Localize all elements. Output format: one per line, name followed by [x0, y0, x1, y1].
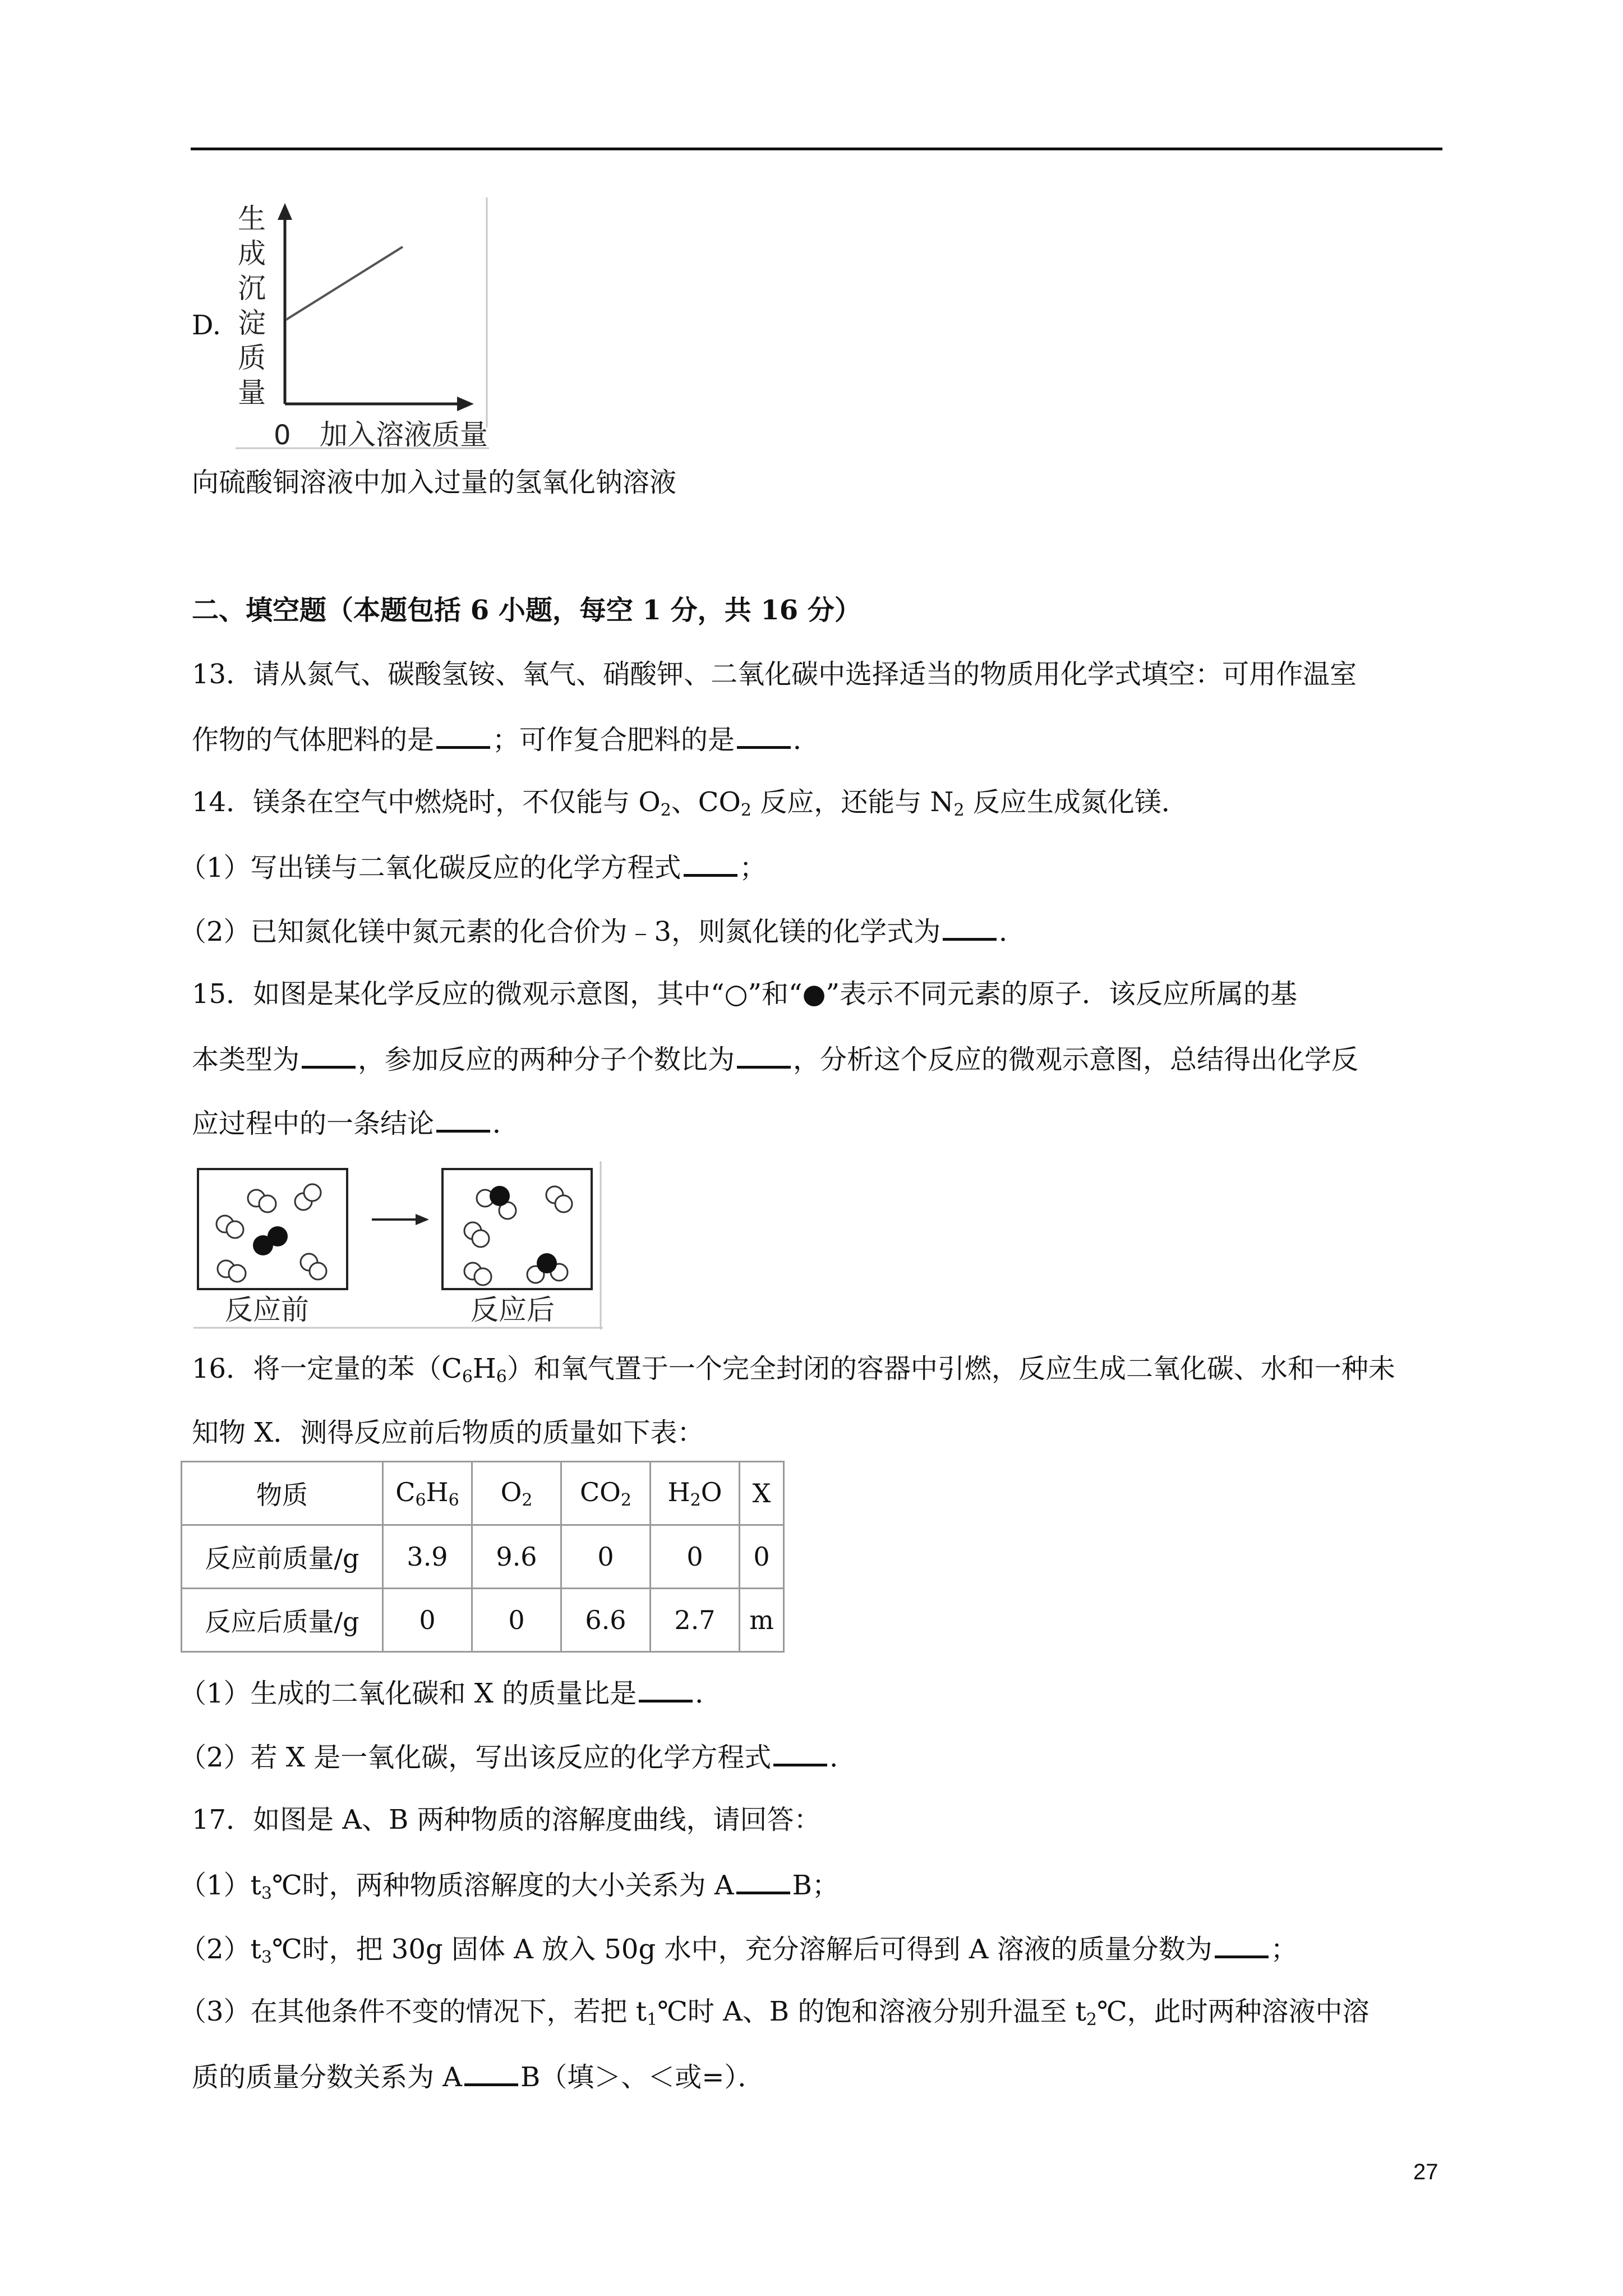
q16-part2	[179, 1739, 856, 1774]
option-d-origin: 0	[274, 420, 291, 450]
q17-p1-text-c: B；	[792, 1870, 839, 1901]
q16-p2-end: ．	[829, 1742, 857, 1773]
table-header-label: 物质	[182, 1462, 383, 1525]
q15-text-b: ，参加反应的两种分子个数比为	[358, 1044, 735, 1075]
q14-sub3: 2	[953, 800, 965, 820]
option-d-y-char-1: 生	[238, 203, 266, 235]
q16-part1	[179, 1675, 722, 1710]
q16-p2-text: （2）若 X 是一氧化碳，写出该反应的化学方程式	[179, 1742, 772, 1773]
q14-p1-end: ；	[739, 852, 767, 884]
q14-blank-1[interactable]	[684, 849, 737, 877]
q13-text-a: 作物的气体肥料的是	[192, 724, 435, 756]
table-row-label: 反应后质量/g	[182, 1589, 383, 1652]
q15-blank-3[interactable]	[436, 1105, 490, 1133]
q13-line1: 13．请从氮气、碳酸氢铵、氧气、硝酸钾、二氧化碳中选择适当的物质用化学式填空：可用作温室	[192, 659, 1357, 690]
q13-blank-1[interactable]	[436, 721, 490, 749]
q14-part2	[179, 913, 1026, 949]
q17-p3-text-a: （3）在其他条件不变的情况下，若把 t	[179, 1996, 647, 2027]
table-cell: 6.6	[561, 1589, 651, 1652]
q15-blank-1[interactable]	[302, 1041, 356, 1069]
q16-blank-1[interactable]	[639, 1675, 693, 1703]
table-cell: 0	[561, 1525, 651, 1589]
q17-p4-text-a: 质的质量分数关系为 A	[192, 2062, 462, 2093]
header-rule	[191, 148, 1442, 150]
table-row	[182, 1525, 784, 1589]
reaction-diagram	[193, 1161, 603, 1329]
table-cell: 3.9	[383, 1525, 472, 1589]
table-header-h2o: $H_2O$	[651, 1462, 740, 1525]
q14-p2-end: ．	[999, 916, 1026, 947]
table-header-co2: $CO_2$	[561, 1462, 651, 1525]
mass-table	[181, 1461, 785, 1653]
option-d-y-char-3: 沉	[238, 272, 266, 305]
table-cell: 0	[472, 1589, 561, 1652]
q17-p3-sub2: 2	[1086, 2010, 1097, 2030]
q17-part3	[179, 1995, 1370, 2037]
q13-text-b: ；可作复合肥料的是	[492, 724, 735, 756]
option-d-y-char-4: 淀	[238, 307, 266, 339]
after-label: 反应后	[471, 1294, 555, 1326]
q14-p1-text: （1）写出镁与二氧化碳反应的化学方程式	[179, 852, 681, 884]
q16-text-a: 16．将一定量的苯（C	[192, 1353, 462, 1384]
page-number: 27	[1413, 2160, 1438, 2184]
q17-p2-text-a: （2）t	[179, 1934, 261, 1965]
q14-sub2: 2	[740, 800, 751, 820]
table-cell: m	[740, 1589, 784, 1652]
table-header-c6h6: $C_6H_6$	[383, 1462, 472, 1525]
option-d-chart	[236, 197, 489, 450]
q17-p1-sub: 3	[261, 1884, 272, 1903]
q17-p2-sub: 3	[261, 1948, 272, 1967]
q16-blank-2[interactable]	[773, 1739, 827, 1766]
table-cell: 2.7	[651, 1589, 740, 1652]
q17-p4-text-b: B（填＞、＜或=）．	[520, 2062, 765, 2093]
q13-text-c: ．	[793, 724, 820, 756]
table-cell: 9.6	[472, 1525, 561, 1589]
option-d-x-label: 加入溶液质量	[320, 418, 488, 450]
q14-text-a: 14．镁条在空气中燃烧时，不仅能与 O	[192, 786, 661, 818]
q17-p2-text-b: ℃时，把 30g 固体 A 放入 50g 水中，充分溶解后可得到 A 溶液的质量分数为	[271, 1934, 1212, 1965]
q15-line2	[192, 1041, 1358, 1076]
option-d-caption: 向硫酸铜溶液中加入过量的氢氧化钠溶液	[192, 467, 677, 498]
table-cell: 0	[740, 1525, 784, 1589]
q15-text-a: 本类型为	[192, 1044, 300, 1075]
q17-part1	[179, 1867, 839, 1911]
q16-sub2: 6	[496, 1367, 507, 1387]
q16-p1-text: （1）生成的二氧化碳和 X 的质量比是	[179, 1678, 637, 1709]
q16-line1	[192, 1352, 1395, 1394]
option-d-label: D.	[192, 310, 222, 341]
option-d-y-char-6: 量	[238, 376, 266, 409]
table-row-label: 反应前质量/g	[182, 1525, 383, 1589]
q16-sub1: 6	[462, 1367, 473, 1387]
q14-text-d: 反应生成氮化镁．	[964, 786, 1188, 818]
table-header-x: X	[740, 1462, 784, 1525]
q14-part1	[179, 849, 767, 885]
q17-p3-sub1: 1	[647, 2010, 658, 2030]
q14-sub1: 2	[660, 800, 671, 820]
q17-p1-text-a: （1）t	[179, 1870, 261, 1901]
q17-blank-2[interactable]	[1215, 1931, 1269, 1958]
table-header-row	[182, 1462, 784, 1525]
q15-line3	[192, 1105, 519, 1140]
q14-text-b: 、CO	[671, 786, 741, 818]
q17-part2	[179, 1931, 1298, 1975]
q17-p1-text-b: ℃时，两种物质溶解度的大小关系为 A	[271, 1870, 734, 1901]
option-d-y-char-2: 成	[238, 237, 266, 270]
q16-line2: 知物 X．测得反应前后物质的质量如下表：	[192, 1417, 704, 1448]
q15-text-e: ．	[492, 1108, 520, 1139]
q14-blank-2[interactable]	[943, 913, 997, 941]
q15-line1: 15．如图是某化学反应的微观示意图，其中“○”和“●”表示不同元素的原子．该反应所属的基	[192, 978, 1298, 1010]
table-header-o2: $O_2$	[472, 1462, 561, 1525]
q16-text-b: H	[472, 1353, 496, 1384]
table-row	[182, 1589, 784, 1652]
section-heading: 二、填空题（本题包括 6 小题，每空 1 分，共 16 分）	[192, 595, 861, 626]
option-d-series-line	[286, 247, 403, 320]
table-cell: 0	[383, 1589, 472, 1652]
q13-blank-2[interactable]	[737, 721, 791, 749]
q17-part3-cont	[192, 2059, 764, 2094]
q15-blank-2[interactable]	[737, 1041, 791, 1069]
q14-text-c: 反应，还能与 N	[751, 786, 954, 818]
q17-blank-1[interactable]	[736, 1867, 790, 1894]
q14-line1	[192, 785, 1188, 827]
q15-text-c: ，分析这个反应的微观示意图，总结得出化学反	[793, 1044, 1359, 1075]
before-label: 反应前	[225, 1294, 309, 1326]
q16-text-c: ）和氧气置于一个完全封闭的容器中引燃，反应生成二氧化碳、水和一种未	[506, 1353, 1395, 1384]
option-d-y-char-5: 质	[238, 342, 266, 374]
q14-p2-text: （2）已知氮化镁中氮元素的化合价为﹣3，则氮化镁的化学式为	[179, 916, 941, 947]
q17-line1: 17．如图是 A、B 两种物质的溶解度曲线，请回答：	[192, 1804, 821, 1835]
q13-line2	[192, 721, 820, 757]
q17-p3-text-b: ℃时 A、B 的饱和溶液分别升温至 t	[657, 1996, 1086, 2027]
table-cell: 0	[651, 1525, 740, 1589]
q15-text-d: 应过程中的一条结论	[192, 1108, 435, 1139]
q17-blank-3[interactable]	[464, 2059, 518, 2086]
q16-p1-end: ．	[695, 1678, 722, 1709]
q17-p3-text-c: ℃，此时两种溶液中溶	[1096, 1996, 1370, 2027]
q17-p2-text-c: ；	[1270, 1934, 1298, 1965]
